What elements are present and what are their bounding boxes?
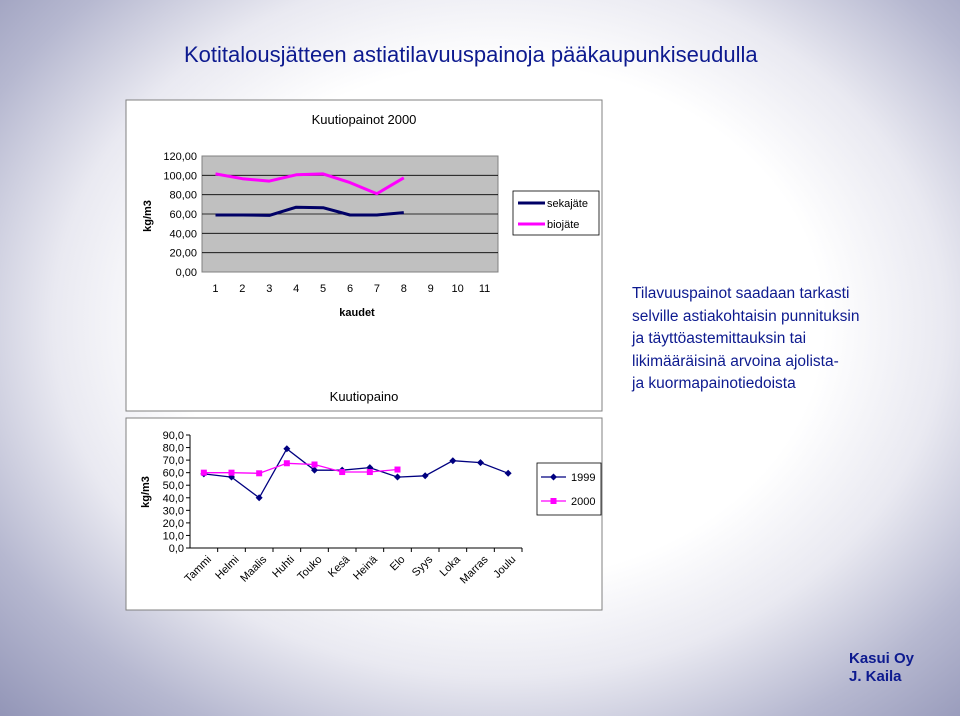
x-tick-label: 6 <box>346 283 354 295</box>
chart-title: Kuutiopainot 2000 <box>311 112 417 127</box>
data-point-2000 <box>284 460 290 466</box>
y-tick-label: 60,00 <box>169 209 197 221</box>
x-tick-label: 11 <box>478 283 491 295</box>
x-tick-label: 8 <box>400 283 407 295</box>
y-tick-label: 60,0 <box>162 467 184 480</box>
x-tick-label: Joulu <box>491 553 519 581</box>
x-tick-label: Heinä <box>351 553 380 583</box>
y-tick-label: 40,00 <box>169 228 197 241</box>
chart-caption: Kuutiopaino <box>329 389 399 404</box>
credit-line: Kasui Oy <box>849 650 915 667</box>
chart-frame <box>126 418 602 610</box>
y-tick-label: 40,0 <box>162 492 184 505</box>
y-axis-label: kg/m3 <box>142 200 154 232</box>
y-axis-label: kg/m3 <box>140 476 152 508</box>
note-line: ja kuormapainotiedoista <box>632 375 796 392</box>
y-tick-label: 30,0 <box>162 505 184 518</box>
x-tick-label: Maalis <box>238 553 270 585</box>
y-tick-label: 120,00 <box>163 151 197 163</box>
legend-label: 1999 <box>571 472 596 484</box>
x-tick-label: 7 <box>373 283 380 295</box>
x-tick-label: 3 <box>266 283 273 295</box>
y-tick-label: 20,00 <box>169 247 197 260</box>
x-tick-label: 9 <box>427 283 434 295</box>
data-point-2000 <box>229 470 235 476</box>
x-tick-label: Tammi <box>182 553 214 586</box>
data-point-2000 <box>367 469 373 475</box>
slide-title: Kotitalousjätteen astiatilavuuspainoja pääkaupunkiseudulla <box>184 42 758 67</box>
note-line: selville astiakohtaisin punnituksin <box>632 307 860 325</box>
x-tick-label: Helmi <box>213 553 242 583</box>
x-tick-label: Marras <box>457 553 491 587</box>
x-tick-label: 5 <box>320 283 327 295</box>
legend-label: sekajäte <box>547 198 588 210</box>
x-tick-label: Touko <box>295 553 325 583</box>
y-tick-label: 80,00 <box>169 189 197 202</box>
y-tick-label: 50,0 <box>162 480 184 493</box>
note-line: likimääräisinä arvoina ajolista- <box>632 352 839 370</box>
chart-kuutiopainot <box>126 100 602 411</box>
note-line: Tilavuuspainot saadaan tarkasti <box>632 285 850 302</box>
data-point-2000 <box>312 462 318 468</box>
x-tick-label: Loka <box>437 553 463 579</box>
x-tick-label: Huhti <box>270 553 297 581</box>
y-tick-label: 100,00 <box>163 170 197 183</box>
x-tick-label: Elo <box>387 553 408 574</box>
data-point-2000 <box>339 469 345 475</box>
x-tick-label: 1 <box>212 283 219 295</box>
data-point-2000 <box>395 467 401 473</box>
x-axis-label: kaudet <box>339 307 375 319</box>
y-tick-label: 90,0 <box>162 430 184 442</box>
data-point-2000 <box>256 470 262 476</box>
credit-line: J. Kaila <box>849 668 902 685</box>
note-line: ja täyttöastemittauksin tai <box>632 330 807 347</box>
x-tick-label: Syys <box>409 553 436 579</box>
y-tick-label: 0,0 <box>168 543 184 555</box>
x-tick-label: Kesä <box>326 553 353 580</box>
chart-monthly <box>126 418 602 610</box>
y-tick-label: 10,0 <box>162 530 184 543</box>
legend-marker <box>551 498 557 504</box>
y-tick-label: 0,00 <box>175 267 197 279</box>
y-tick-label: 20,0 <box>162 517 184 530</box>
x-tick-label: 2 <box>239 283 246 295</box>
data-point-2000 <box>201 470 207 476</box>
legend-label: 2000 <box>571 496 596 508</box>
y-tick-label: 70,0 <box>162 455 184 468</box>
legend-label: biojäte <box>547 219 580 231</box>
x-tick-label: 4 <box>293 283 300 295</box>
x-tick-label: 10 <box>451 283 464 295</box>
y-tick-label: 80,0 <box>162 442 184 455</box>
